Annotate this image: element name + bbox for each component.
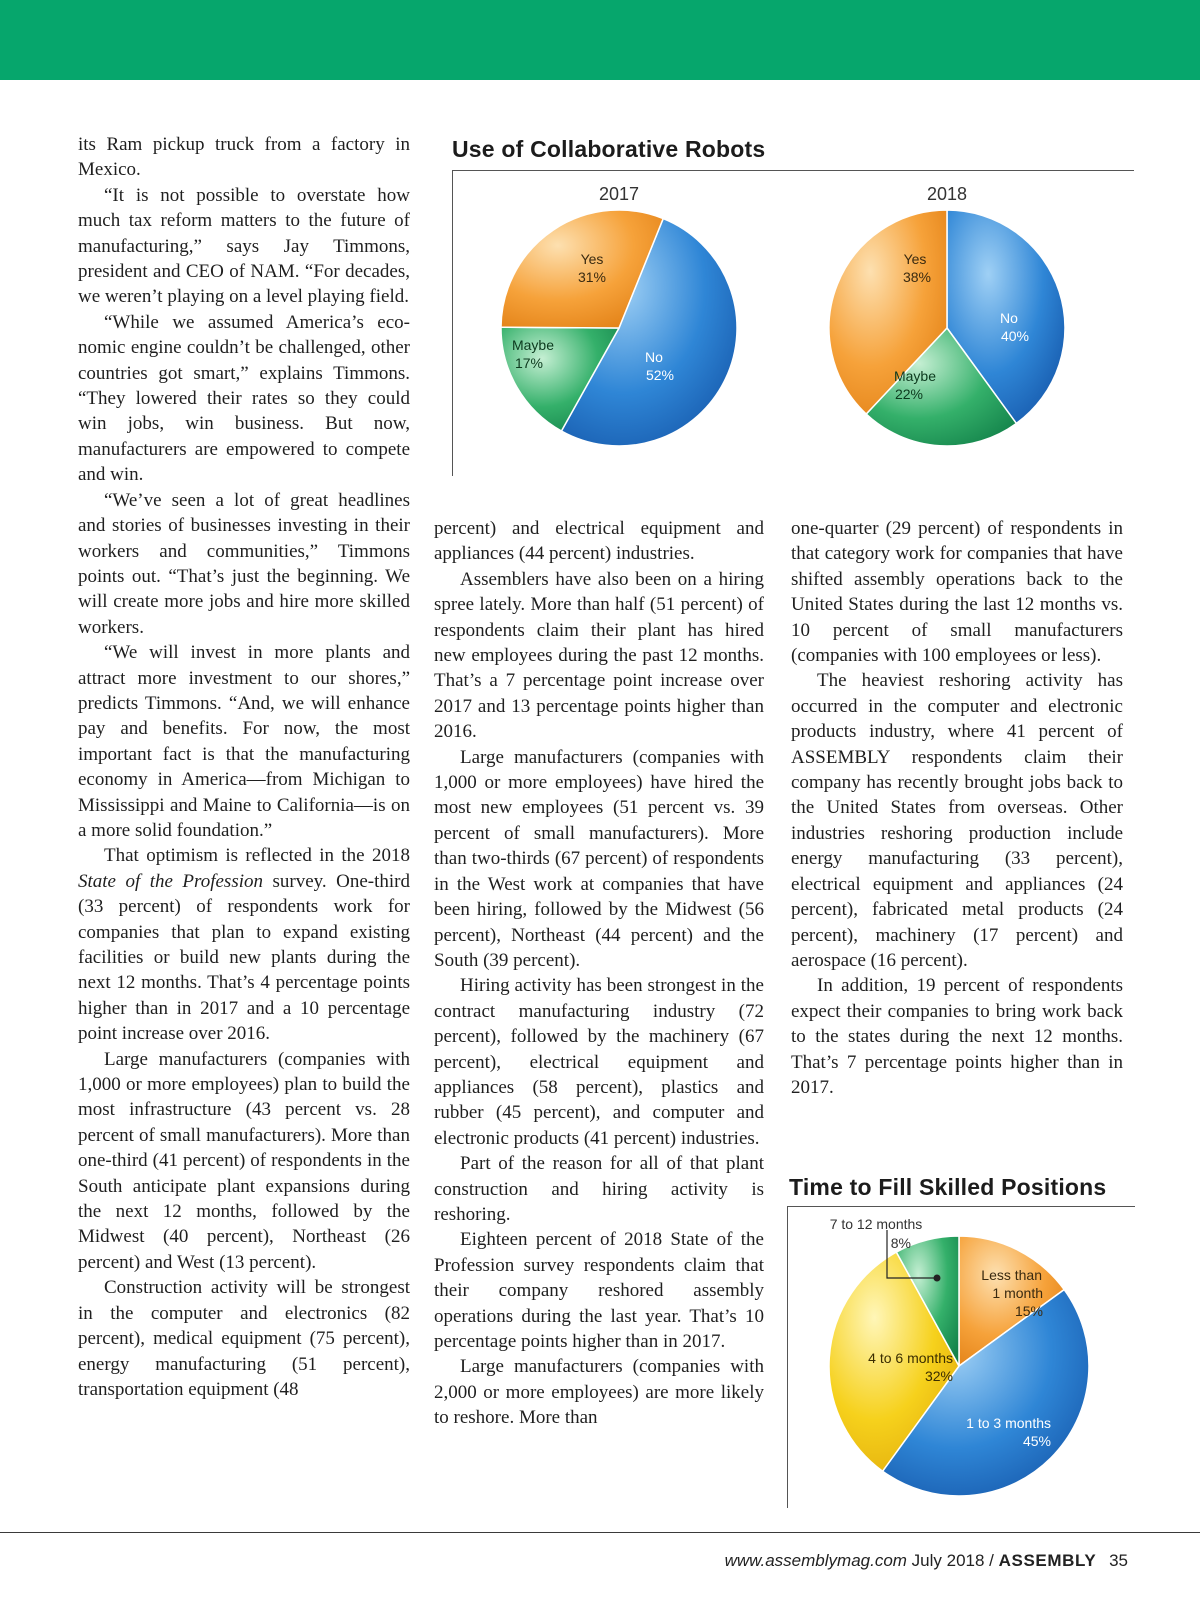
article-paragraph: Assemblers have also been on a hiring spree lately. More than half (51 percent) of respondents claim their plant has hired new employees during the past 12 months. That’s a 7 percentage point increase over 2017 and 13 percentage points higher than 2016. bbox=[434, 568, 764, 743]
article-paragraph: Large manufacturers (companies with 2,000 or more employees) are more likely to reshore. More than bbox=[434, 1356, 764, 1429]
pie-2017-maybe-label: Maybe bbox=[511, 337, 555, 353]
page-number: 35 bbox=[1109, 1551, 1128, 1570]
pie-2018-yes-label: Yes bbox=[903, 251, 927, 267]
footer-brand: ASSEMBLY bbox=[998, 1551, 1097, 1570]
cobot-chart-title: Use of Collaborative Robots bbox=[452, 136, 766, 162]
footer-issue: July 2018 / bbox=[911, 1551, 994, 1570]
cobot-chart bbox=[452, 170, 1134, 476]
article-paragraph: “We will invest in more plants and attract more investment to our shores,” predicts Timmons. “And, we will enhance pay and benefits. For now, the most important fact is that the manufacturing economy in America—from Michigan to Mississippi and Maine to California—is on a more solid foundation.” bbox=[78, 642, 410, 841]
article-column-1 bbox=[78, 132, 410, 1402]
pie-2017-year: 2017 bbox=[598, 184, 640, 204]
article-paragraph: “We’ve seen a lot of great headlines and stories of businesses investing in their workers and communities,” Timmons points out. “That’s just the beginning. We will create more jobs and hire more skilled workers. bbox=[78, 489, 410, 638]
article-paragraph: The heaviest reshoring activity has occurred in the computer and electronic products industry, where 41 percent of ASSEMBLY respondents claim their company has recently brought jobs back to the United States from overseas. Other industries reshoring production include energy manufacturing (33 percent), electrical equipment and appliances (24 percent), fabricated metal products (24 percent), machinery (17 percent) and aerospace (16 percent). bbox=[791, 670, 1123, 971]
header-color-band bbox=[0, 0, 1200, 80]
article-paragraph: In addition, 19 percent of respondents expect their companies to bring work back to the states during the next 12 months. That’s 7 percentage points higher than in 2017. bbox=[791, 975, 1123, 1098]
fill-chart bbox=[787, 1206, 1135, 1508]
fill-7to12-label: 7 to 12 months bbox=[829, 1216, 923, 1232]
pie-2017-yes-label: Yes bbox=[580, 251, 604, 267]
article-paragraph: Large manufacturers (companies with 1,000 or more employees) plan to build the most infrastructure (43 percent vs. 28 percent of small manufacturers). More than one-third (41 percent) of respondents in the South anticipate plant expansions during the next 12 months, followed by the Midwest (40 percent), Northeast (26 percent) and West (13 percent). bbox=[78, 1048, 410, 1273]
fill-4to6-label: 4 to 6 months bbox=[868, 1350, 953, 1366]
article-paragraph: Eighteen percent of 2018 State of the Profession survey respondents claim that their company reshored assembly operations during the last year. That’s 10 percentage points higher than in 2017. bbox=[434, 1229, 764, 1352]
pie-2017-no-label: No bbox=[645, 349, 663, 365]
pie-2018 bbox=[829, 210, 1065, 446]
article-paragraph: percent) and electrical equipment and appliances (44 percent) industries. bbox=[434, 518, 764, 565]
article-paragraph: “It is not possible to overstate how much tax reform matters to the future of manufacturing,” says Jay Timmons, president and CEO of NAM. “For decades, we weren’t playing on a level playing field. bbox=[78, 184, 410, 308]
article-column-2 bbox=[434, 516, 764, 1431]
fill-7to12-value: 8% bbox=[890, 1235, 911, 1251]
article-paragraph: one-quarter (29 percent) of respondents in that category work for companies that have shifted assembly operations back to the United States during the last 12 months vs. 10 percent of small manufacturers (companies with 100 employees or less). bbox=[791, 518, 1123, 667]
article-paragraph: Construction activity will be strongest in the computer and electronics (82 percent), medical equipment (75 percent), energy manufacturing (51 percent), transportation equipment (48 bbox=[78, 1277, 410, 1400]
pie-2017 bbox=[501, 210, 737, 446]
pie-2018-maybe-value: 22% bbox=[894, 386, 924, 402]
pie-2018-maybe-label: Maybe bbox=[893, 368, 937, 384]
footer-url[interactable]: www.assemblymag.com bbox=[724, 1551, 907, 1570]
article-paragraph: its Ram pickup truck from a factory in Mexico. bbox=[78, 134, 410, 181]
fill-pie-chart bbox=[787, 1206, 1135, 1508]
leader-dot bbox=[934, 1275, 941, 1282]
page-footer bbox=[725, 1551, 1128, 1571]
article-paragraph: Part of the reason for all of that plant construction and hiring activity is reshoring. bbox=[434, 1153, 764, 1225]
pie-2018-yes-value: 38% bbox=[902, 269, 932, 285]
fill-lt1-label-2: 1 month bbox=[992, 1285, 1043, 1301]
fill-lt1-value: 15% bbox=[1014, 1303, 1043, 1319]
cobot-pie-charts bbox=[452, 170, 1134, 476]
article-column-3 bbox=[791, 516, 1123, 1100]
pie-2018-year: 2018 bbox=[926, 184, 968, 204]
fill-1to3-label: 1 to 3 months bbox=[966, 1415, 1051, 1431]
fill-1to3-value: 45% bbox=[1022, 1433, 1051, 1449]
pie-2018-no-value: 40% bbox=[1000, 328, 1030, 344]
article-paragraph: That optimism is reflected in the 2018 State of the Profession survey. One-third (33 percent) of respondents work for companies that plan to expand existing facilities or build new plants during the next 12 months. That’s 4 percentage points higher than in 2017 and a 10 percentage point increase over 2016. bbox=[78, 845, 410, 1045]
fill-lt1-label-1: Less than bbox=[981, 1267, 1042, 1283]
pie-2018-no-label: No bbox=[1000, 310, 1018, 326]
article-paragraph: Large manufacturers (companies with 1,000 or more employees) have hired the most new employees (51 percent vs. 39 percent of small manufacturers). More than two-thirds (67 percent) of respondents in the West work at companies that have been hiring, followed by the Midwest (56 percent), Northeast (44 percent) and the South (39 percent). bbox=[434, 746, 764, 971]
pie-2017-maybe-value: 17% bbox=[514, 355, 544, 371]
pie-2017-no-value: 52% bbox=[645, 367, 675, 383]
footer-rule bbox=[0, 1532, 1200, 1533]
fill-chart-title: Time to Fill Skilled Positions bbox=[789, 1174, 1107, 1200]
fill-4to6-value: 32% bbox=[924, 1368, 953, 1384]
article-paragraph: “While we assumed America’s economic engine couldn’t be challenged, other countries got smart,” explains Timmons. “They lowered their rates so they could win jobs, win business. But now, manufacturers are empowered to compete and win. bbox=[78, 311, 410, 486]
article-paragraph: Hiring activity has been strongest in the contract manufacturing industry (72 percent), followed by the machinery (67 percent), electrical equipment and appliances (58 percent), plastics and rubber (45 percent), and computer and electronic products (41 percent) industries. bbox=[434, 975, 764, 1149]
pie-2017-yes-value: 31% bbox=[577, 269, 607, 285]
